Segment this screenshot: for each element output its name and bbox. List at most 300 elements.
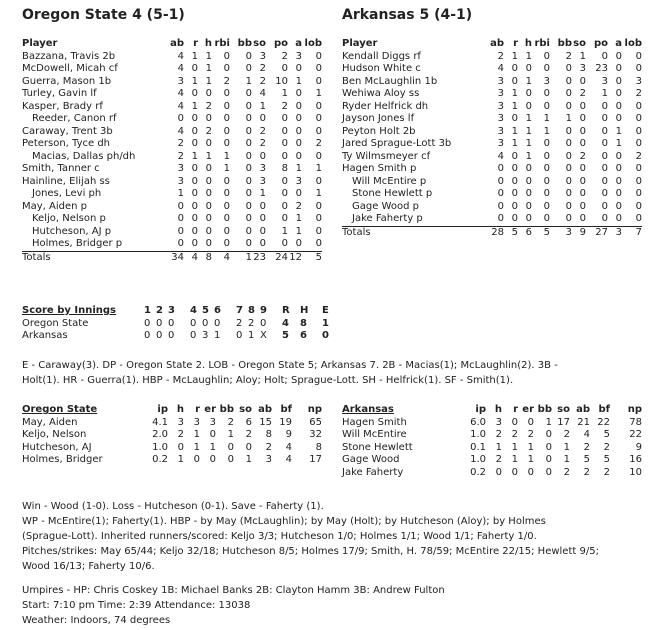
stat-cell: 0 bbox=[601, 188, 608, 199]
stat-cell: 0 bbox=[511, 188, 518, 199]
stat-cell: 0 bbox=[565, 125, 572, 137]
pitching-col-header: ab bbox=[576, 404, 590, 415]
pitching-stat: 0 bbox=[527, 466, 534, 478]
stat-cell: 3 bbox=[601, 75, 608, 87]
stat-cell: 0 bbox=[295, 188, 302, 199]
player-name: Hagen Smith p bbox=[342, 163, 417, 174]
pitching-stat: 0 bbox=[545, 454, 552, 465]
home-pitching-table bbox=[342, 404, 642, 479]
stat-cell: 0 bbox=[295, 113, 302, 124]
pitching-col-header: h bbox=[176, 404, 184, 415]
stat-cell: 1 bbox=[615, 125, 622, 137]
stat-cell: 0 bbox=[177, 113, 184, 124]
stat-cell: 0 bbox=[511, 163, 518, 174]
stat-cell: 0 bbox=[532, 213, 550, 226]
stat-cell: 0 bbox=[315, 125, 322, 137]
stat-cell: 4 bbox=[497, 63, 504, 74]
stat-cell: 0 bbox=[223, 88, 230, 99]
batting-col-header: ab bbox=[490, 38, 504, 49]
stat-cell: 0 bbox=[601, 125, 608, 137]
pitcher-name: Keljo, Nelson bbox=[22, 429, 87, 440]
start-time-line: Start: 7:10 pm Time: 2:39 Attendance: 13038 bbox=[22, 600, 251, 611]
player-name: Hainline, Elijah ss bbox=[22, 175, 110, 187]
pitching-stat: 0 bbox=[511, 416, 518, 428]
stat-cell: 0 bbox=[543, 188, 550, 199]
stat-cell: 0 bbox=[295, 150, 302, 162]
stat-cell: 3 bbox=[177, 175, 184, 187]
pitching-col-header: er bbox=[522, 404, 534, 415]
note-line: Pitches/strikes: May 65/44; Keljo 32/18; Hutcheson 8/5; Holmes 17/9; Smith, H. 78/59; McEntire 22/15; Hewlett 9/5; bbox=[22, 546, 599, 557]
stat-cell: 0 bbox=[223, 100, 230, 112]
stat-cell: 0 bbox=[191, 213, 198, 224]
pitching-col-header: bf bbox=[598, 404, 610, 415]
stat-cell: 2 bbox=[205, 125, 212, 137]
inning-score: 0 bbox=[190, 330, 197, 341]
pitching-stat: 0 bbox=[545, 441, 552, 453]
stat-cell: 0 bbox=[615, 200, 622, 212]
inning-score: 0 bbox=[202, 317, 209, 329]
inning-header: 3 bbox=[168, 305, 175, 316]
pitching-row bbox=[342, 417, 642, 430]
stat-cell: 2 bbox=[635, 88, 642, 99]
stat-cell: 0 bbox=[511, 63, 518, 74]
rhe-header: E bbox=[322, 305, 329, 316]
pitching-stat: 65 bbox=[309, 416, 322, 428]
total-cell: 1 bbox=[245, 251, 252, 263]
pitching-stat: 3 bbox=[209, 416, 216, 428]
stat-cell: 0 bbox=[543, 163, 550, 174]
stat-cell: 0 bbox=[191, 125, 198, 137]
stat-cell: 0 bbox=[230, 238, 252, 251]
stat-cell: 0 bbox=[191, 88, 198, 99]
stat-cell: 0 bbox=[543, 63, 550, 74]
pitching-col-header: bb bbox=[537, 404, 552, 415]
stat-cell: 1 bbox=[245, 75, 252, 87]
note-line: E - Caraway(3). DP - Oregon State 2. LOB - Oregon State 5; Arkansas 7. 2B - Macias(1); McLaughlin(2). 3B - bbox=[22, 360, 558, 371]
pitching-stat: 0 bbox=[511, 466, 518, 478]
stat-cell: 0 bbox=[315, 200, 322, 212]
total-cell: 9 bbox=[579, 226, 586, 238]
pitching-stat: 1.0 bbox=[470, 429, 486, 440]
pitching-stat: 17 bbox=[309, 454, 322, 465]
stat-cell: 0 bbox=[184, 238, 198, 251]
stat-cell: 0 bbox=[579, 175, 586, 187]
stat-cell: 3 bbox=[177, 163, 184, 174]
stat-cell: 0 bbox=[205, 163, 212, 174]
pitching-stat: 2 bbox=[563, 429, 570, 440]
stat-cell: 0 bbox=[635, 163, 642, 174]
pitching-stat: 0.2 bbox=[152, 454, 168, 465]
batting-row bbox=[342, 138, 642, 151]
player-name: Jones, Levi ph bbox=[32, 188, 102, 199]
batting-totals-row bbox=[342, 226, 642, 239]
pitching-stat: 4.1 bbox=[152, 416, 168, 428]
pitcher-name: Will McEntire bbox=[342, 429, 407, 440]
stat-cell: 0 bbox=[245, 138, 252, 149]
batting-col-header: Player bbox=[22, 38, 58, 49]
batting-row bbox=[342, 188, 642, 201]
player-name: Gage Wood p bbox=[352, 200, 419, 212]
stat-cell: 0 bbox=[281, 188, 288, 199]
pitching-stat: 4 bbox=[285, 454, 292, 465]
inning-header: 7 bbox=[236, 305, 243, 316]
total-cell: 4 bbox=[191, 251, 198, 263]
stat-cell: 3 bbox=[497, 125, 504, 137]
stat-cell: 0 bbox=[245, 100, 252, 112]
stat-cell: 0 bbox=[511, 113, 518, 124]
stat-cell: 0 bbox=[579, 163, 586, 174]
pitcher-name: Hagen Smith bbox=[342, 416, 407, 428]
stat-cell: 0 bbox=[525, 100, 532, 112]
pitching-stat: 21 bbox=[577, 416, 590, 428]
home-batting-table bbox=[342, 38, 642, 239]
stat-cell: 0 bbox=[266, 238, 288, 251]
stat-cell: 0 bbox=[497, 188, 504, 199]
stat-cell: 0 bbox=[635, 63, 642, 74]
stat-cell: 0 bbox=[622, 213, 642, 226]
stat-cell: 1 bbox=[511, 88, 518, 99]
stat-cell: 0 bbox=[525, 200, 532, 212]
away-team-title: Oregon State 4 (5-1) bbox=[22, 7, 185, 23]
pitching-team-header: Oregon State bbox=[22, 404, 98, 415]
stat-cell: 0 bbox=[315, 75, 322, 87]
pitching-stat: 0 bbox=[545, 466, 552, 478]
pitching-row bbox=[22, 429, 322, 442]
score-table bbox=[22, 305, 344, 343]
stat-cell: 2 bbox=[315, 138, 322, 149]
batting-col-header: lob bbox=[304, 38, 322, 49]
batting-row bbox=[22, 63, 322, 76]
stat-cell: 0 bbox=[635, 100, 642, 112]
stat-cell: 2 bbox=[579, 88, 586, 99]
stat-cell: 3 bbox=[497, 75, 504, 87]
total-cell: 23 bbox=[253, 251, 266, 263]
stat-cell: 4 bbox=[177, 100, 184, 112]
stat-cell: 4 bbox=[259, 88, 266, 99]
stat-cell: 0 bbox=[579, 188, 586, 199]
pitching-stat: 0 bbox=[177, 441, 184, 453]
stat-cell: 0 bbox=[543, 175, 550, 187]
pitching-stat: 0 bbox=[193, 454, 200, 465]
home-batting-box bbox=[342, 38, 642, 239]
pitching-stat: 1.0 bbox=[470, 454, 486, 465]
stat-cell: 0 bbox=[635, 125, 642, 137]
stat-cell: 0 bbox=[245, 113, 252, 124]
stat-cell: 3 bbox=[543, 75, 550, 87]
stat-cell: 2 bbox=[295, 200, 302, 212]
stat-cell: 3 bbox=[177, 75, 184, 87]
player-name: Bazzana, Travis 2b bbox=[22, 50, 116, 62]
stat-cell: 0 bbox=[223, 63, 230, 74]
pitching-stat: 1 bbox=[527, 454, 534, 465]
total-cell: 4 bbox=[223, 251, 230, 263]
stat-cell: 0 bbox=[543, 100, 550, 112]
stat-cell: 0 bbox=[586, 213, 608, 226]
stat-cell: 0 bbox=[245, 150, 252, 162]
pitching-stat: 1 bbox=[245, 454, 252, 465]
stat-cell: 0 bbox=[579, 125, 586, 137]
batting-col-header: r bbox=[513, 38, 518, 49]
pitching-col-header: ab bbox=[258, 404, 272, 415]
player-name: Will McEntire p bbox=[352, 175, 427, 187]
player-name: McDowell, Micah cf bbox=[22, 63, 118, 74]
stat-cell: 0 bbox=[259, 213, 266, 224]
stat-cell: 0 bbox=[281, 63, 288, 74]
stat-cell: 0 bbox=[615, 175, 622, 187]
pitching-stat: 2 bbox=[583, 466, 590, 478]
pitching-col-header: r bbox=[513, 404, 518, 415]
stat-cell: 0 bbox=[205, 113, 212, 124]
stat-cell: 0 bbox=[259, 225, 266, 237]
stat-cell: 4 bbox=[177, 63, 184, 74]
stat-cell: 0 bbox=[601, 50, 608, 62]
home-batting-header bbox=[342, 38, 642, 51]
note-line: Win - Wood (1-0). Loss - Hutcheson (0-1). Save - Faherty (1). bbox=[22, 501, 324, 512]
stat-cell: 0 bbox=[177, 200, 184, 212]
stat-cell: 2 bbox=[565, 50, 572, 62]
total-cell: 12 bbox=[289, 251, 302, 263]
stat-cell: 0 bbox=[518, 213, 532, 226]
player-name: Caraway, Trent 3b bbox=[22, 125, 113, 137]
stat-cell: 2 bbox=[177, 150, 184, 162]
inning-header: 1 bbox=[144, 305, 151, 316]
player-name: Jayson Jones lf bbox=[342, 113, 415, 124]
pitching-stat: 2 bbox=[495, 429, 502, 440]
batting-row bbox=[22, 101, 322, 114]
batting-row bbox=[22, 176, 322, 189]
total-cell: 8 bbox=[205, 251, 212, 263]
inning-score: 0 bbox=[260, 317, 267, 329]
pitching-col-header: so bbox=[557, 404, 570, 415]
stat-cell: 1 bbox=[615, 138, 622, 149]
batting-row bbox=[22, 238, 322, 251]
pitching-stat: 4 bbox=[583, 429, 590, 440]
batting-row bbox=[22, 88, 322, 101]
player-name: Guerra, Mason 1b bbox=[22, 75, 112, 87]
batting-row bbox=[342, 163, 642, 176]
away-batting-box bbox=[22, 38, 322, 264]
pitching-stat: 0 bbox=[527, 416, 534, 428]
stat-cell: 1 bbox=[511, 138, 518, 149]
stat-cell: 0 bbox=[245, 213, 252, 224]
pitching-row bbox=[342, 442, 642, 455]
pitching-stat: 0 bbox=[209, 429, 216, 440]
stat-cell: 0 bbox=[543, 200, 550, 212]
stat-cell: 1 bbox=[525, 138, 532, 149]
stat-cell: 1 bbox=[259, 100, 266, 112]
player-name: Hudson White c bbox=[342, 63, 421, 74]
stat-cell: 0 bbox=[565, 200, 572, 212]
total-cell: 28 bbox=[491, 226, 504, 238]
inning-score: 3 bbox=[202, 330, 209, 341]
batting-col-header: ab bbox=[170, 38, 184, 49]
stat-cell: 0 bbox=[198, 238, 212, 251]
stat-cell: 1 bbox=[205, 150, 212, 162]
stat-cell: 0 bbox=[191, 163, 198, 174]
score-team: Oregon State bbox=[22, 317, 89, 329]
batting-row bbox=[22, 163, 322, 176]
stat-cell: 0 bbox=[245, 63, 252, 74]
stat-cell: 0 bbox=[245, 163, 252, 174]
pitching-stat: 22 bbox=[597, 416, 610, 428]
stat-cell: 0 bbox=[315, 225, 322, 237]
stat-cell: 0 bbox=[223, 138, 230, 149]
pitching-stat: 15 bbox=[259, 416, 272, 428]
stat-cell: 0 bbox=[295, 88, 302, 99]
pitching-stat: 2 bbox=[227, 416, 234, 428]
score-header bbox=[22, 305, 344, 318]
pitching-stat: 22 bbox=[629, 429, 642, 440]
stat-cell: 1 bbox=[191, 100, 198, 112]
pitching-stat: 8 bbox=[265, 429, 272, 440]
stat-cell: 2 bbox=[635, 150, 642, 162]
inning-header: 4 bbox=[190, 305, 197, 316]
pitcher-name: Stone Hewlett bbox=[342, 441, 413, 453]
home-pitching-header bbox=[342, 404, 642, 417]
stat-cell: 1 bbox=[565, 113, 572, 124]
pitching-stat: 32 bbox=[309, 429, 322, 440]
pitching-stat: 0 bbox=[227, 454, 234, 465]
batting-col-header: Player bbox=[342, 38, 378, 49]
stat-cell: 2 bbox=[259, 63, 266, 74]
stat-cell: 0 bbox=[579, 75, 586, 87]
stat-cell: 0 bbox=[550, 213, 572, 226]
batting-col-header: rbi bbox=[534, 38, 550, 49]
rhe-value: 6 bbox=[300, 330, 307, 341]
stat-cell: 3 bbox=[497, 138, 504, 149]
stat-cell: 0 bbox=[565, 150, 572, 162]
pitching-col-header: r bbox=[195, 404, 200, 415]
stat-cell: 0 bbox=[191, 225, 198, 237]
pitching-stat: 2 bbox=[245, 429, 252, 440]
pitching-stat: 1 bbox=[495, 441, 502, 453]
stat-cell: 0 bbox=[205, 200, 212, 212]
stat-cell: 0 bbox=[223, 50, 230, 62]
pitching-stat: 2 bbox=[511, 429, 518, 440]
note-line: Wood 16/13; Faherty 10/6. bbox=[22, 561, 155, 572]
game-notes-1 bbox=[22, 358, 558, 388]
player-name: Keljo, Nelson p bbox=[32, 213, 106, 224]
stat-cell: 0 bbox=[245, 200, 252, 212]
score-team: Arkansas bbox=[22, 330, 68, 341]
away-pitching-header bbox=[22, 404, 322, 417]
stat-cell: 0 bbox=[615, 150, 622, 162]
stat-cell: 1 bbox=[191, 150, 198, 162]
stat-cell: 0 bbox=[565, 63, 572, 74]
pitching-stat: 3 bbox=[495, 416, 502, 428]
stat-cell: 0 bbox=[579, 200, 586, 212]
inning-header: 9 bbox=[260, 305, 267, 316]
batting-row bbox=[22, 213, 322, 226]
pitching-stat: 19 bbox=[279, 416, 292, 428]
game-notes-2 bbox=[22, 499, 599, 574]
stat-cell: 0 bbox=[245, 50, 252, 62]
pitching-stat: 4 bbox=[285, 441, 292, 453]
stat-cell: 0 bbox=[543, 150, 550, 162]
player-name: Ty Wilmsmeyer cf bbox=[342, 150, 431, 162]
stat-cell: 3 bbox=[295, 50, 302, 62]
note-line: (Sprague-Lott). Inherited runners/scored: Keljo 3/3; Hutcheson 1/0; Holmes 1/1; Wood 1/1; Faherty 1/0. bbox=[22, 531, 537, 542]
stat-cell: 0 bbox=[565, 75, 572, 87]
stat-cell: 1 bbox=[525, 113, 532, 124]
inning-score: X bbox=[260, 330, 267, 341]
pitching-col-header: np bbox=[307, 404, 322, 415]
pitching-stat: 2.0 bbox=[152, 429, 168, 440]
stat-cell: 3 bbox=[295, 175, 302, 187]
stat-cell: 0 bbox=[191, 138, 198, 149]
total-cell: 34 bbox=[171, 251, 184, 263]
pitching-row bbox=[22, 442, 322, 455]
stat-cell: 0 bbox=[315, 113, 322, 124]
stat-cell: 0 bbox=[259, 113, 266, 124]
stat-cell: 2 bbox=[259, 138, 266, 149]
player-name: May, Aiden p bbox=[22, 200, 88, 212]
stat-cell: 0 bbox=[511, 200, 518, 212]
stat-cell: 0 bbox=[608, 213, 622, 226]
batting-row bbox=[342, 63, 642, 76]
batting-row bbox=[22, 226, 322, 239]
stat-cell: 0 bbox=[281, 150, 288, 162]
away-batting-header bbox=[22, 38, 322, 51]
stat-cell: 1 bbox=[579, 50, 586, 62]
inning-score: 0 bbox=[144, 330, 151, 341]
stat-cell: 1 bbox=[525, 125, 532, 137]
stat-cell: 0 bbox=[601, 175, 608, 187]
home-pitching-box bbox=[342, 404, 642, 479]
player-name: Smith, Tanner c bbox=[22, 163, 100, 174]
batting-row bbox=[22, 113, 322, 126]
totals-label: Totals bbox=[22, 251, 51, 263]
rhe-value: 0 bbox=[322, 330, 329, 341]
stat-cell: 1 bbox=[191, 75, 198, 87]
player-name: Macias, Dallas ph/dh bbox=[32, 150, 136, 162]
batting-col-header: lob bbox=[624, 38, 642, 49]
stat-cell: 0 bbox=[302, 238, 322, 251]
batting-col-header: po bbox=[273, 38, 288, 49]
away-pitching-table bbox=[22, 404, 322, 467]
stat-cell: 0 bbox=[497, 175, 504, 187]
player-name: Stone Hewlett p bbox=[352, 188, 433, 199]
stat-cell: 0 bbox=[615, 63, 622, 74]
weather-line: Weather: Indoors, 74 degrees bbox=[22, 615, 171, 626]
stat-cell: 0 bbox=[572, 213, 586, 226]
stat-cell: 1 bbox=[295, 213, 302, 224]
stat-cell: 1 bbox=[223, 163, 230, 174]
stat-cell: 0 bbox=[504, 213, 518, 226]
player-name: Kasper, Brady rf bbox=[22, 100, 103, 112]
stat-cell: 0 bbox=[223, 175, 230, 187]
stat-cell: 0 bbox=[635, 50, 642, 62]
stat-cell: 0 bbox=[315, 150, 322, 162]
batting-row bbox=[22, 188, 322, 201]
stat-cell: 1 bbox=[295, 163, 302, 174]
player-name: Hutcheson, AJ p bbox=[32, 225, 112, 237]
pitching-stat: 0 bbox=[245, 441, 252, 453]
total-cell: 5 bbox=[543, 226, 550, 238]
stat-cell: 0 bbox=[543, 50, 550, 62]
batting-row bbox=[22, 138, 322, 151]
player-name: Wehiwa Aloy ss bbox=[342, 88, 420, 99]
pitching-stat: 9 bbox=[635, 441, 642, 453]
pitching-stat: 3 bbox=[265, 454, 272, 465]
batting-row bbox=[342, 126, 642, 139]
stat-cell: 1 bbox=[315, 163, 322, 174]
pitching-stat: 5 bbox=[603, 454, 610, 465]
total-cell: 5 bbox=[511, 226, 518, 238]
pitching-stat: 2 bbox=[527, 429, 534, 440]
stat-cell: 0 bbox=[281, 125, 288, 137]
stat-cell: 0 bbox=[635, 175, 642, 187]
